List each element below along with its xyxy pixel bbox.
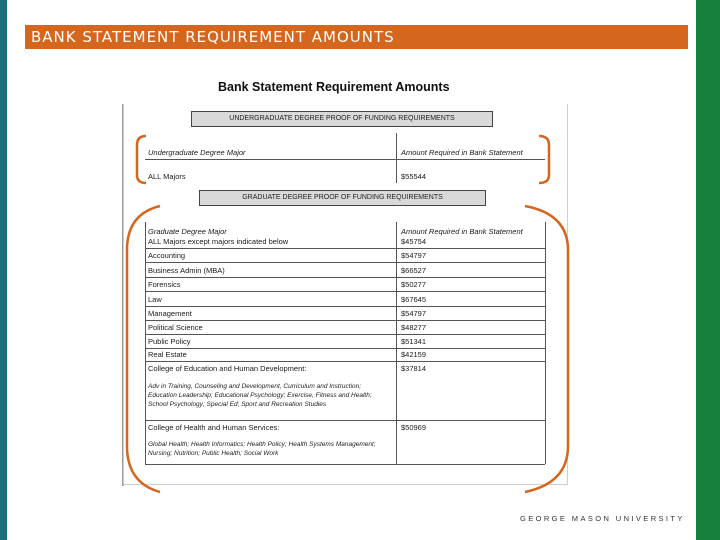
right-bracket-large: [525, 206, 568, 492]
grad-row-amount: $48277: [401, 323, 427, 332]
undergrad-row-amount: $55544: [401, 172, 427, 181]
grad-row-major: College of Health and Human Services:: [148, 423, 280, 432]
grad-row-amount: $66527: [401, 266, 427, 275]
grad-row-major: College of Education and Human Development:: [148, 364, 307, 373]
grad-row-amount: $50969: [401, 423, 427, 432]
grad-row-amount: $50277: [401, 280, 427, 289]
grad-row-amount: $37814: [401, 364, 427, 373]
right-bracket-small: [539, 136, 549, 183]
undergrad-col-major: Undergraduate Degree Major: [148, 148, 246, 157]
grad-row-amount: $67645: [401, 295, 427, 304]
grad-row-major: Public Policy: [148, 337, 191, 346]
left-bracket-small: [137, 136, 146, 183]
grad-row-major: Business Admin (MBA): [148, 266, 225, 275]
grad-row-amount: $51341: [401, 337, 427, 346]
grad-col-amount: Amount Required in Bank Statement: [401, 227, 523, 236]
grad-row-major: Political Science: [148, 323, 203, 332]
grad-row-amount: $45754: [401, 237, 427, 246]
grad-row-amount: $42159: [401, 350, 427, 359]
grad-row-major: Management: [148, 309, 192, 318]
grad-col-major: Graduate Degree Major: [148, 227, 227, 236]
grad-row-amount: $54797: [401, 251, 427, 260]
grad-heading-text: GRADUATE DEGREE PROOF OF FUNDING REQUIREMENTS: [242, 194, 443, 201]
university-footer: GEORGE MASON UNIVERSITY: [520, 514, 685, 523]
grad-row-amount: $54797: [401, 309, 427, 318]
slide-title: BANK STATEMENT REQUIREMENT AMOUNTS: [31, 28, 395, 46]
left-bracket-large: [127, 206, 160, 492]
grad-row-major: Law: [148, 295, 162, 304]
grad-row-major: Forensics: [148, 280, 181, 289]
cehd-note: Adv in Training, Counseling and Development, Curriculum and Instruction; Education Leadership; Educational Psychology; Exercise, Fitness and Health; School Psychology; Special Ed; Sport and Recreation Studies: [148, 383, 372, 408]
undergrad-heading-text: UNDERGRADUATE DEGREE PROOF OF FUNDING REQUIREMENTS: [229, 115, 455, 122]
grad-row-major: Real Estate: [148, 350, 187, 359]
document-title: Bank Statement Requirement Amounts: [218, 80, 450, 94]
undergrad-row-major: ALL Majors: [148, 172, 186, 181]
chhs-note: Global Health; Health Informatics; Health Policy; Health Systems Management; Nursing; Nutrition; Public Health; Social Work: [148, 441, 376, 457]
grad-row-major: ALL Majors except majors indicated below: [148, 237, 289, 246]
grad-row-major: Accounting: [148, 251, 186, 260]
undergrad-col-amount: Amount Required in Bank Statement: [401, 148, 523, 157]
